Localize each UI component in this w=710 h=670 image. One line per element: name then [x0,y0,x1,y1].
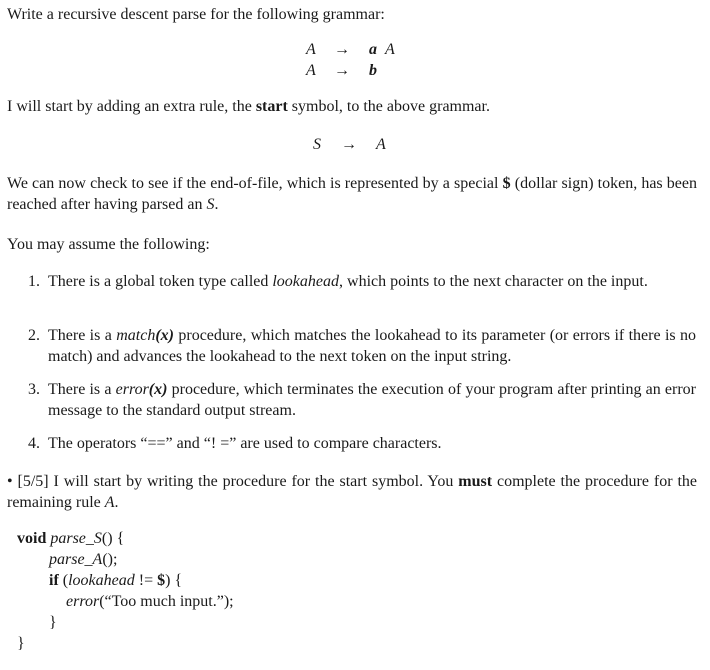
code-punct: ) { [165,572,183,589]
must-keyword: must [458,473,493,490]
code-punct: () { [101,530,125,547]
error-message: (“Too much input.”); [99,593,234,610]
list-item-text: , which points to the next character on the input. [339,273,648,290]
assume-text: You may assume the following: [7,236,210,253]
code-line-2 [49,549,117,570]
grammar-rule-2-arrow: → [334,62,350,79]
list-item-number: 2. [28,327,40,344]
parse-a-call: parse_A [49,551,103,568]
not-equal-op: != [134,572,158,589]
list-item-param: (x) [148,381,168,398]
eof-sentence [7,173,697,215]
close-brace: } [17,635,25,652]
code-line-6 [17,633,25,654]
dollar-token: $ [502,175,511,192]
list-item-number: 1. [28,273,40,290]
start-rule-lhs: S [313,136,321,153]
dollar-token: $ [157,572,166,589]
list-item-text: There is a [48,327,117,344]
list-item-number: 3. [28,381,40,398]
start-sentence [7,96,697,117]
code-punct: (); [102,551,118,568]
list-item-text: There is a global token type called [48,273,273,290]
start-rule-rhs: A [376,136,386,153]
list-item-param: (x) [155,327,174,344]
bullet-after: . [114,494,119,511]
parse-s-name: parse_S [50,530,102,547]
list-item-term: error [115,381,149,398]
error-call: error [66,593,100,610]
code-line-3 [49,570,182,591]
if-keyword: if [49,572,59,589]
start-sentence-after: symbol, to the above grammar. [287,98,490,115]
code-punct: ( [58,572,69,589]
bullet-item [7,471,697,513]
list-item-text: There is a [48,381,116,398]
bullet-before: [5/5] I will start by writing the procedure for the start symbol. You [17,473,459,490]
bullet-icon: • [7,473,13,490]
grammar-rule-1-terminal: a [369,41,377,58]
eof-after: . [214,196,219,213]
code-line-5 [49,612,57,633]
start-rule-arrow: → [341,136,357,153]
list-item-text: procedure, which terminates the execution of your program after printing an error message to the standard output stream. [48,381,697,419]
list-item-text: procedure, which matches the lookahead to its parameter (or errors if there is no match) and advances the lookahead to the next token on the input string. [48,327,697,365]
list-item-number: 4. [28,435,40,452]
grammar-rule-2-terminal: b [369,62,377,79]
code-line-1 [17,528,124,549]
rule-a-symbol: A [104,494,115,511]
eof-middle: (dollar sign) token, has been reached after having parsed an [7,175,697,213]
list-item-term: match [116,327,156,344]
start-sentence-before: I will start by adding an extra rule, the [7,98,256,115]
lookahead-var: lookahead [68,572,135,589]
list-item-text: The operators “==” and “! =” are used to compare characters. [48,435,442,452]
list-item-term: lookahead [272,273,340,290]
eof-before: We can now check to see if the end-of-file, which is represented by a special [7,175,503,192]
eof-s-symbol: S [206,196,215,213]
close-brace: } [49,614,57,631]
grammar-rule-1-nonterminal: A [385,41,395,58]
code-line-4 [66,591,234,612]
void-keyword: void [17,530,47,547]
grammar-rule-2-lhs: A [306,62,316,79]
bullet-middle: complete the procedure for the remaining rule [7,473,697,511]
start-keyword: start [255,98,288,115]
grammar-rule-1-lhs: A [306,41,316,58]
grammar-rule-1-arrow: → [334,41,350,58]
intro-text: Write a recursive descent parse for the following grammar: [7,6,385,23]
